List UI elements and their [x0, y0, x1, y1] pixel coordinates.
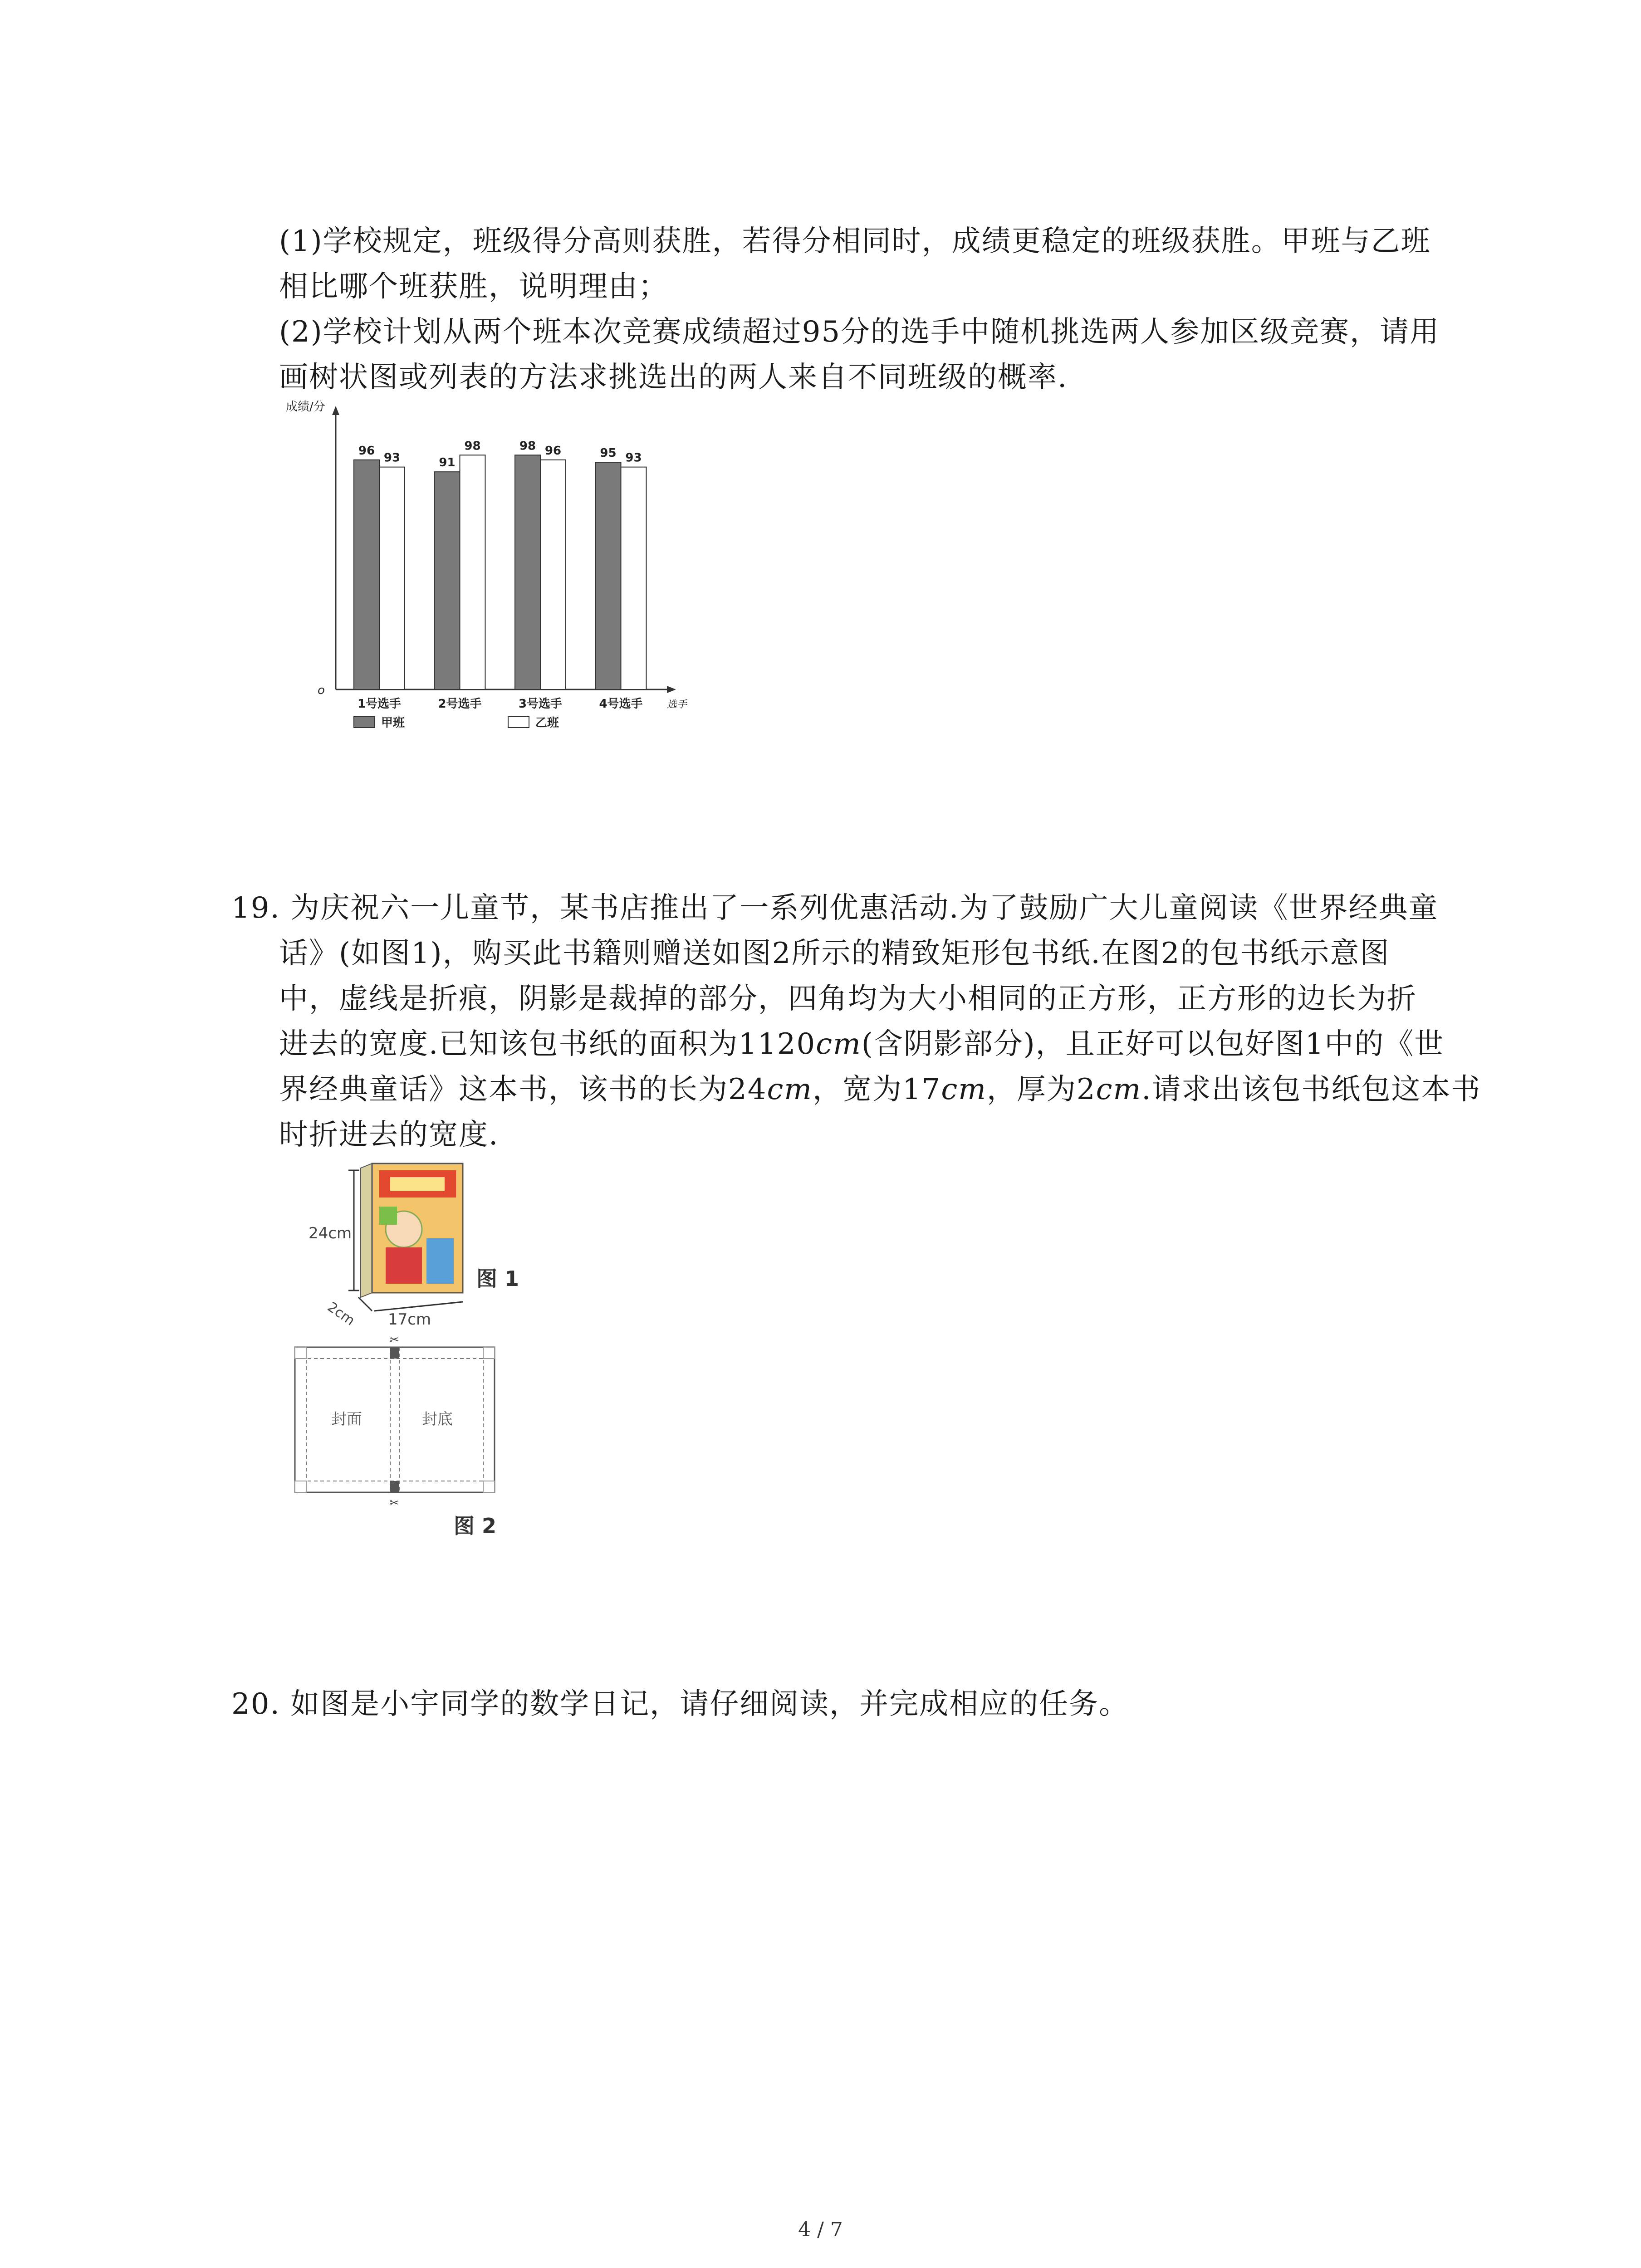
spine-cut-bottom [390, 1481, 399, 1492]
figure-2-wrapping-paper [286, 1334, 540, 1551]
x-axis-arrow [667, 686, 676, 693]
x-axis-label: 选手 [667, 699, 687, 710]
bar-value-label: 93 [383, 451, 401, 465]
figure-2-caption: 图 2 [454, 1514, 497, 1538]
q19-line-3: 中，虚线是折痕，阴影是裁掉的部分，四角均为大小相同的正方形，正方形的边长为折 [279, 982, 1417, 1016]
unit-cm: cm [941, 1073, 987, 1106]
thickness-dimension-line [358, 1297, 372, 1311]
paper-outline [295, 1347, 495, 1492]
bar-value-label: 93 [625, 451, 642, 465]
x-tick-label: 1号选手 [357, 697, 402, 711]
unit-cm: cm [816, 1027, 862, 1061]
x-tick-label: 4号选手 [599, 697, 643, 711]
q19-line-2: 话》(如图1)，购买此书籍则赠送如图2所示的精致矩形包书纸.在图2的包书纸示意图 [279, 937, 1390, 970]
legend-label: 甲班 [381, 716, 405, 730]
y-axis-label: 成绩/分 [286, 400, 325, 414]
y-axis-arrow [332, 406, 339, 415]
q19-line-4-part-b: (含阴影部分)，且正好可以包好图1中的《世 [861, 1027, 1445, 1061]
legend-label: 乙班 [535, 716, 559, 730]
figure-1-book [299, 1161, 554, 1334]
q19-line-5-part-d: .请求出该包书纸包这本书 [1141, 1073, 1481, 1106]
spine-cut-top [390, 1347, 399, 1359]
page-number: 4 / 7 [798, 2218, 843, 2241]
q18-line-2: 相比哪个班获胜，说明理由； [279, 270, 668, 303]
score-bar-chart [286, 399, 694, 753]
legend-swatch-乙班 [508, 717, 529, 728]
front-cover-label: 封面 [331, 1410, 362, 1428]
height-label: 24cm [309, 1224, 352, 1242]
scissors-icon: ✂ [389, 1496, 399, 1510]
book-spine [361, 1163, 372, 1297]
figure-1-caption: 图 1 [476, 1266, 519, 1291]
q19-line-5 [279, 1066, 1481, 1108]
legend-swatch-甲班 [354, 717, 375, 728]
thickness-label: 2cm [324, 1299, 358, 1329]
width-dimension-line [374, 1302, 463, 1311]
q19-line-6: 时折进去的宽度. [279, 1118, 499, 1152]
x-tick-label: 3号选手 [518, 697, 563, 711]
bar-value-label: 95 [600, 446, 617, 460]
unit-cm: cm [767, 1073, 813, 1106]
q19-line-5-part-a: 界经典童话》这本书，该书的长为24 [279, 1073, 767, 1106]
q18-line-4: 画树状图或列表的方法求挑选出的两人来自不同班级的概率. [279, 361, 1068, 394]
x-tick-label: 2号选手 [438, 697, 482, 711]
bar-甲班-4号选手 [596, 462, 621, 689]
bar-value-label: 98 [519, 439, 536, 453]
unit-cm: cm [1096, 1073, 1142, 1106]
q19-line-5-part-b: ，宽为17 [812, 1073, 941, 1106]
width-label: 17cm [388, 1310, 431, 1329]
bar-乙班-4号选手 [621, 467, 647, 689]
bar-value-label: 98 [464, 439, 481, 453]
bar-乙班-2号选手 [460, 455, 485, 689]
bar-甲班-2号选手 [435, 472, 460, 689]
chart-bars [354, 455, 647, 689]
bar-甲班-3号选手 [515, 455, 540, 689]
bar-value-label: 96 [358, 444, 375, 458]
q19-line-4-part-a: 进去的宽度.已知该包书纸的面积为1120 [279, 1027, 816, 1061]
scissors-icon: ✂ [389, 1334, 399, 1347]
q18-line-1: (1)学校规定，班级得分高则获胜，若得分相同时，成绩更稳定的班级获胜。甲班与乙班 [279, 225, 1431, 258]
origin-label: o [318, 684, 325, 697]
q19-line-1: 19. 为庆祝六一儿童节，某书店推出了一系列优惠活动.为了鼓励广大儿童阅读《世界经典童 [231, 891, 1439, 925]
bar-value-label: 91 [439, 456, 456, 470]
q18-line-3: (2)学校计划从两个班本次竞赛成绩超过95分的选手中随机挑选两人参加区级竞赛，请用 [279, 315, 1440, 349]
q19-line-4 [279, 1021, 1444, 1062]
bar-value-label: 96 [544, 444, 562, 458]
q19-line-5-part-c: ，厚为2 [986, 1073, 1096, 1106]
bar-乙班-3号选手 [540, 460, 566, 689]
back-cover-label: 封底 [422, 1410, 453, 1428]
chart-legend [354, 716, 559, 730]
q20-line-1: 20. 如图是小宇同学的数学日记，请仔细阅读，并完成相应的任务。 [231, 1687, 1129, 1721]
bar-甲班-1号选手 [354, 460, 379, 689]
bar-乙班-1号选手 [379, 467, 405, 689]
